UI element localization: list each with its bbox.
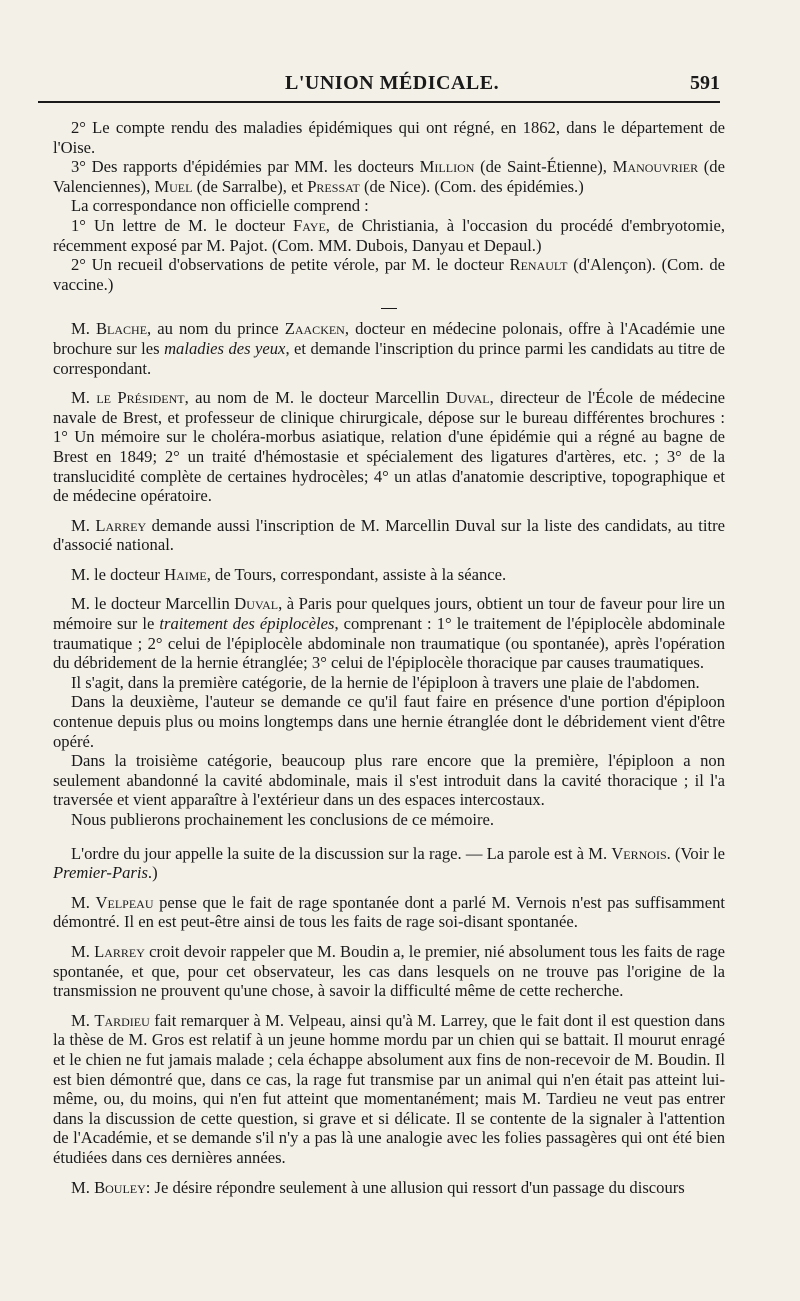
page-number: 591 bbox=[690, 72, 720, 94]
doctor-name: Million bbox=[419, 157, 475, 177]
paragraph-bouley: M. Bouley: Je désire répondre seulement à une allusion qui ressort d'un passage du discours bbox=[71, 1177, 685, 1197]
member-name: Vernois bbox=[611, 843, 667, 863]
page-body bbox=[53, 118, 725, 1197]
paragraph-publish-note: Nous publierons prochainement les conclusions de ce mémoire. bbox=[71, 810, 495, 829]
doctor-name: Faye bbox=[293, 215, 326, 235]
member-name: Duval bbox=[445, 388, 490, 408]
doctor-name: Muel bbox=[154, 176, 193, 196]
doctor-name: Pressat bbox=[307, 176, 360, 196]
paragraph-tardieu: M. Tardieu fait remarquer à M. Velpeau, ainsi qu'à M. Larrey, que le fait dont il est question dans la thèse de M. Gros est relatif à un jeune homme mordu par un chien qui se battait. Il mourut enragé et le chien ne fut jamais malade ; cela échappe absolument aux fins de non-recevoir de M. Boudin. Il est bien démontré que, dans ce cas, la rage fut transmise par un animal qui n'en était pas atteint lui-même, ou, du moins, qui n'en fut atteint que momentanément; mais M. Tardieu ne veut pas entrer dans la discussion de cette question, si grave et si délicate. Il se contente de la signaler à l'attention de l'Académie, et se demande s'il n'y a pas là une analogie avec les folies passagères qui ont été bien étudiées dans ces dernières années. bbox=[53, 1010, 725, 1167]
member-name: le Président bbox=[96, 388, 185, 408]
journal-title: L'UNION MÉDICALE. bbox=[285, 72, 500, 94]
member-name: Bouley bbox=[94, 1177, 146, 1197]
section-separator bbox=[381, 308, 397, 309]
member-name: Larrey bbox=[94, 941, 145, 961]
paragraph-velpeau: M. Velpeau pense que le fait de rage spontanée dont a parlé M. Vernois n'est pas suffisamment démontré. Il en est peut-être ainsi de tous les faits de rage soi-disant spontanée. bbox=[53, 892, 725, 932]
paragraph-blache: M. Blache, au nom du prince Zaacken, docteur en médecine polonais, offre à l'Académie une brochure sur les maladies des yeux, et demande l'inscription du prince parmi les candidats au titre de correspondant. bbox=[53, 319, 725, 378]
paragraph-oise-report: 2° Le compte rendu des maladies épidémiques qui ont régné, en 1862, dans le département de l'Oise. bbox=[53, 118, 725, 157]
paragraph-larrey-inscription: M. Larrey demande aussi l'inscription de M. Marcellin Duval sur la liste des candidats, au titre d'associé national. bbox=[53, 515, 725, 555]
member-name: Zaacken bbox=[284, 319, 345, 339]
doctor-name: Renault bbox=[509, 255, 568, 275]
paragraph-haime: M. le docteur Haime, de Tours, correspondant, assiste à la séance. bbox=[71, 564, 507, 584]
paragraph-epidemic-reports: 3° Des rapports d'épidémies par MM. les docteurs Million (de Saint-Étienne), Manouvrier (de Valenciennes), Muel (de Sarralbe), et Pressat (de Nice). (Com. des épidémies.) bbox=[53, 157, 725, 196]
paragraph-president: M. le Président, au nom de M. le docteur Marcellin Duval, directeur de l'École de médecine navale de Brest, et professeur de clinique chirurgicale, dépose sur le bureau différentes brochures : 1° Un mémoire sur le choléra-morbus asiatique, relation d'une épidémie qui a régné au bagne de Brest en 1849; 2° un traité d'hémostasie et spécialement des ligatures d'artères, etc. ; 3° de la translucidité complète de certaines hydrocèles; 4° un atlas d'anatomie descriptive, topographique et de médecine opératoire. bbox=[53, 388, 725, 506]
paragraph-faye-letter: 1° Un lettre de M. le docteur Faye, de Christiania, à l'occasion du procédé d'embryotomie, récemment exposé par M. Pajot. (Com. MM. Dubois, Danyau et Depaul.) bbox=[53, 215, 725, 255]
paragraph-renault-observations: 2° Un recueil d'observations de petite vérole, par M. le docteur Renault (d'Alençon). (Com. de vaccine.) bbox=[53, 255, 725, 294]
member-name: Tardieu bbox=[94, 1010, 150, 1030]
paragraph-larrey-boudin: M. Larrey croit devoir rappeler que M. Boudin a, le premier, nié absolument tous les faits de rage spontanée, et que, pour cet observateur, les cas dans lesquels on ne trouve pas l'origine de la transmission ne prouvent qu'une chose, à savoir la difficulté même de cette recherche. bbox=[53, 941, 725, 1001]
paragraph-correspondence-intro: La correspondance non officielle comprend : bbox=[71, 196, 369, 216]
doctor-name: Manouvrier bbox=[612, 157, 699, 177]
running-head bbox=[0, 72, 800, 102]
paragraph-order-of-day: L'ordre du jour appelle la suite de la discussion sur la rage. — La parole est à M. Vernois. (Voir le Premier-Paris.) bbox=[53, 843, 725, 883]
member-name: Larrey bbox=[95, 515, 147, 535]
member-name: Blache bbox=[95, 319, 148, 339]
member-name: Velpeau bbox=[95, 892, 154, 912]
member-name: Duval bbox=[234, 594, 279, 614]
paragraph-first-category: Il s'agit, dans la première catégorie, de la hernie de l'épiploon à travers une plaie de l'abdomen. bbox=[71, 672, 700, 692]
paragraph-third-category: Dans la troisième catégorie, beaucoup plus rare encore que la première, l'épiploon a non seulement abandonné la cavité abdominale, mais il s'est introduit dans la cavité thoracique ; il l'a traversée et vient apparaître à l'extérieur dans un des espaces intercostaux. bbox=[53, 751, 725, 810]
paragraph-second-category: Dans la deuxième, l'auteur se demande ce qu'il faut faire en présence d'une portion d'épiploon contenue depuis plus ou moins longtemps dans une hernie étranglée dont le débridement vient d'être opéré. bbox=[53, 692, 725, 751]
header-rule bbox=[38, 101, 720, 103]
paragraph-duval-memoir: M. le docteur Marcellin Duval, à Paris pour quelques jours, obtient un tour de faveur pour lire un mémoire sur le traitement des épiplocèles, comprenant : 1° le traitement de l'épiplocèle abdominale traumatique ; 2° celui de l'épiplocèle abdominale non traumatique (ou spontanée), après l'opération du débridement de la hernie étranglée; 3° celui de l'épiplocèle thoracique par causes traumatiques. bbox=[53, 594, 726, 673]
member-name: Haime bbox=[164, 564, 207, 584]
